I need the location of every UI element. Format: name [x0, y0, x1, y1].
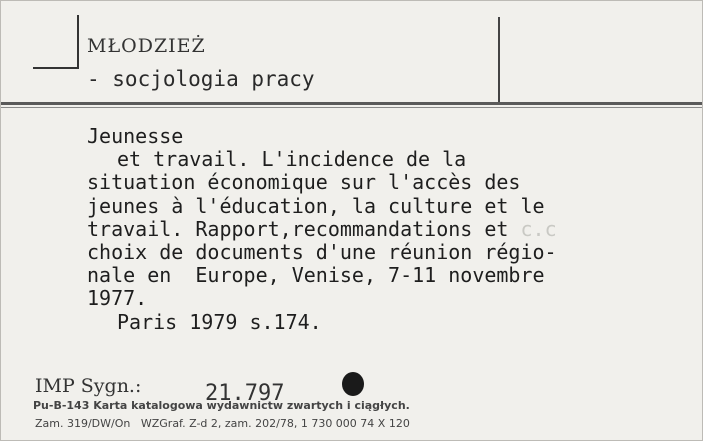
entry-line: Paris 1979 s.174.: [117, 309, 322, 334]
subject-heading: MŁODZIEŻ: [87, 35, 206, 57]
entry-line: 1977.: [87, 286, 148, 311]
entry-line: Jeunesse: [87, 124, 184, 148]
header-rule: [1, 102, 702, 105]
corner-bracket: [33, 15, 79, 69]
printer-line: Pu-B-143 Karta katalogowa wydawnictw zwartych i ciągłych.: [33, 399, 410, 412]
order-line: Zam. 319/DW/On WZGraf. Z-d 2, zam. 202/78, 1 730 000 74 X 120: [35, 417, 410, 430]
vertical-divider: [498, 17, 500, 103]
ink-dot-icon: [342, 372, 364, 396]
bibliographic-entry: [87, 125, 687, 334]
faded-text: c.c: [520, 216, 557, 241]
entry-line-text: travail. Rapport,recommandations et: [87, 216, 509, 241]
call-number: 21.797: [205, 381, 285, 406]
signature-label: IMP Sygn.:: [35, 375, 142, 397]
entry-line: choix de documents d'une réunion régio-: [87, 240, 557, 265]
entry-line: situation économique sur l'accès des: [87, 170, 521, 195]
entry-line: jeunes à l'éducation, la culture et le: [87, 193, 545, 218]
entry-line: et travail. L'incidence de la: [117, 147, 467, 172]
subject-subheading: - socjologia pracy: [87, 67, 315, 91]
header-rule-thin: [1, 107, 702, 108]
entry-line: nale en Europe, Venise, 7-11 novembre: [87, 263, 545, 288]
entry-line: [87, 218, 687, 241]
